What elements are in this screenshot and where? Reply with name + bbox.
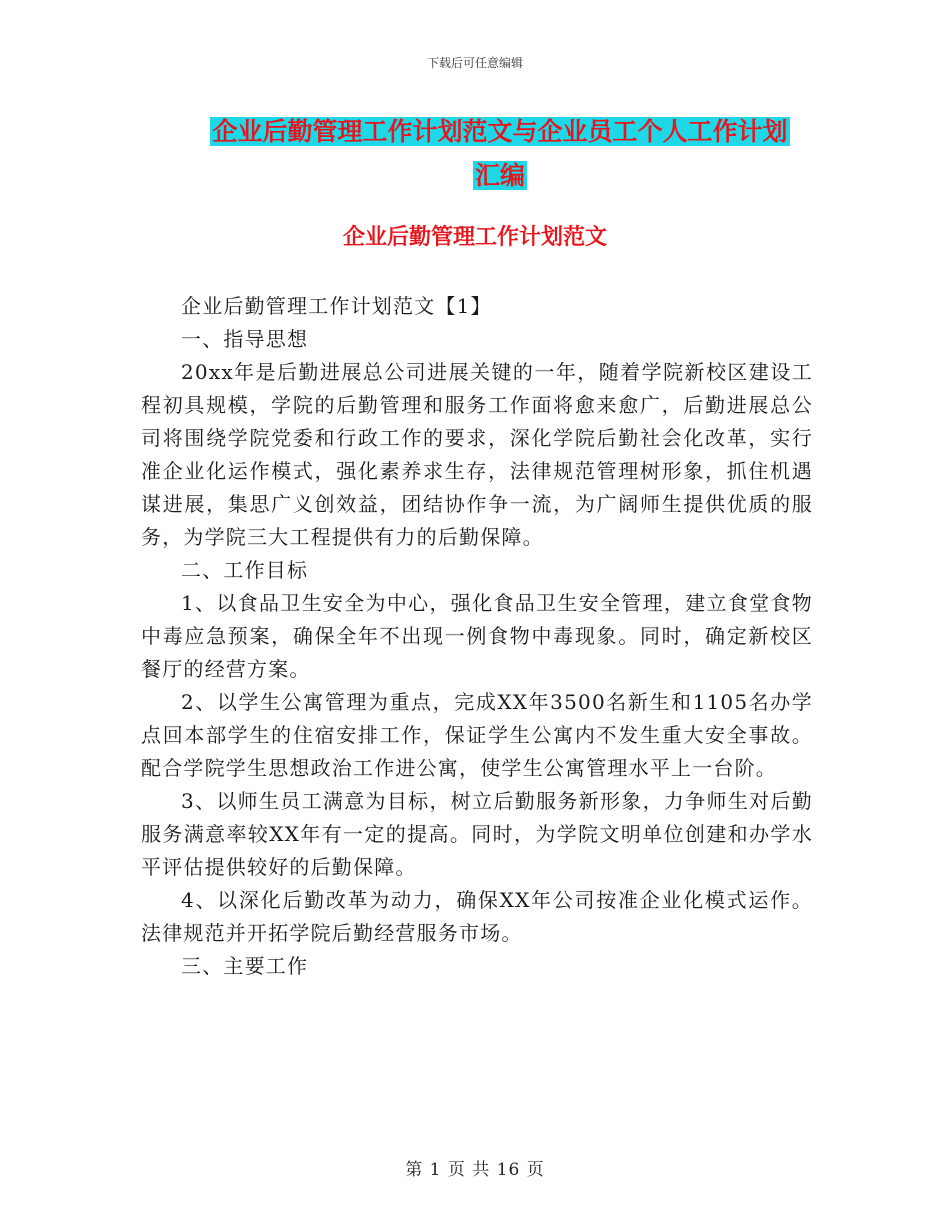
document-title-line-1: 企业后勤管理工作计划范文与企业员工个人工作计划 (212, 117, 788, 146)
heading-guiding-ideology: 一、指导思想 (181, 327, 309, 351)
paragraph-goal-4: 4、以深化后勤改革为动力，确保XX年公司按准企业化模式运作。法律规范并开拓学院后勤经营服务市场。 (141, 888, 813, 945)
document-title-line-2: 汇编 (474, 161, 525, 190)
subsection-heading: 企业后勤管理工作计划范文【1】 (181, 294, 492, 318)
paragraph-guiding-ideology: 20xx年是后勤进展总公司进展关键的一年，随着学院新校区建设工程初具规模，学院的后勤管理和服务工作面将愈来愈广，后勤进展总公司将围绕学院党委和行政工作的要求，深化学院后勤社会化改革，实行准企业化运作模式，强化素养求生存，法律规范管理树形象，抓住机遇谋进展，集思广义创效益，团结协作争一流，为广阔师生提供优质的服务，为学院三大工程提供有力的后勤保障。 (141, 360, 813, 549)
heading-work-goals: 二、工作目标 (181, 558, 309, 582)
page-number-footer: 第 1 页 共 16 页 (405, 1160, 545, 1180)
document-body (141, 290, 813, 983)
paragraph-goal-1: 1、以食品卫生安全为中心，强化食品卫生安全管理，建立食堂食物中毒应急预案，确保全年不出现一例食物中毒现象。同时，确定新校区餐厅的经营方案。 (141, 591, 813, 681)
document-title (140, 110, 860, 198)
heading-main-work: 三、主要工作 (181, 954, 309, 978)
paragraph-goal-3: 3、以师生员工满意为目标，树立后勤服务新形象，力争师生对后勤服务满意率较XX年有一定的提高。同时，为学院文明单位创建和办学水平评估提供较好的后勤保障。 (141, 789, 813, 879)
paragraph-goal-2: 2、以学生公寓管理为重点，完成XX年3500名新生和1105名办学点回本部学生的住宿安排工作，保证学生公寓内不发生重大安全事故。配合学院学生思想政治工作进公寓，使学生公寓管理水平上一台阶。 (141, 690, 813, 780)
page-header-note: 下载后可任意编辑 (426, 56, 523, 70)
section-title: 企业后勤管理工作计划范文 (342, 224, 607, 250)
